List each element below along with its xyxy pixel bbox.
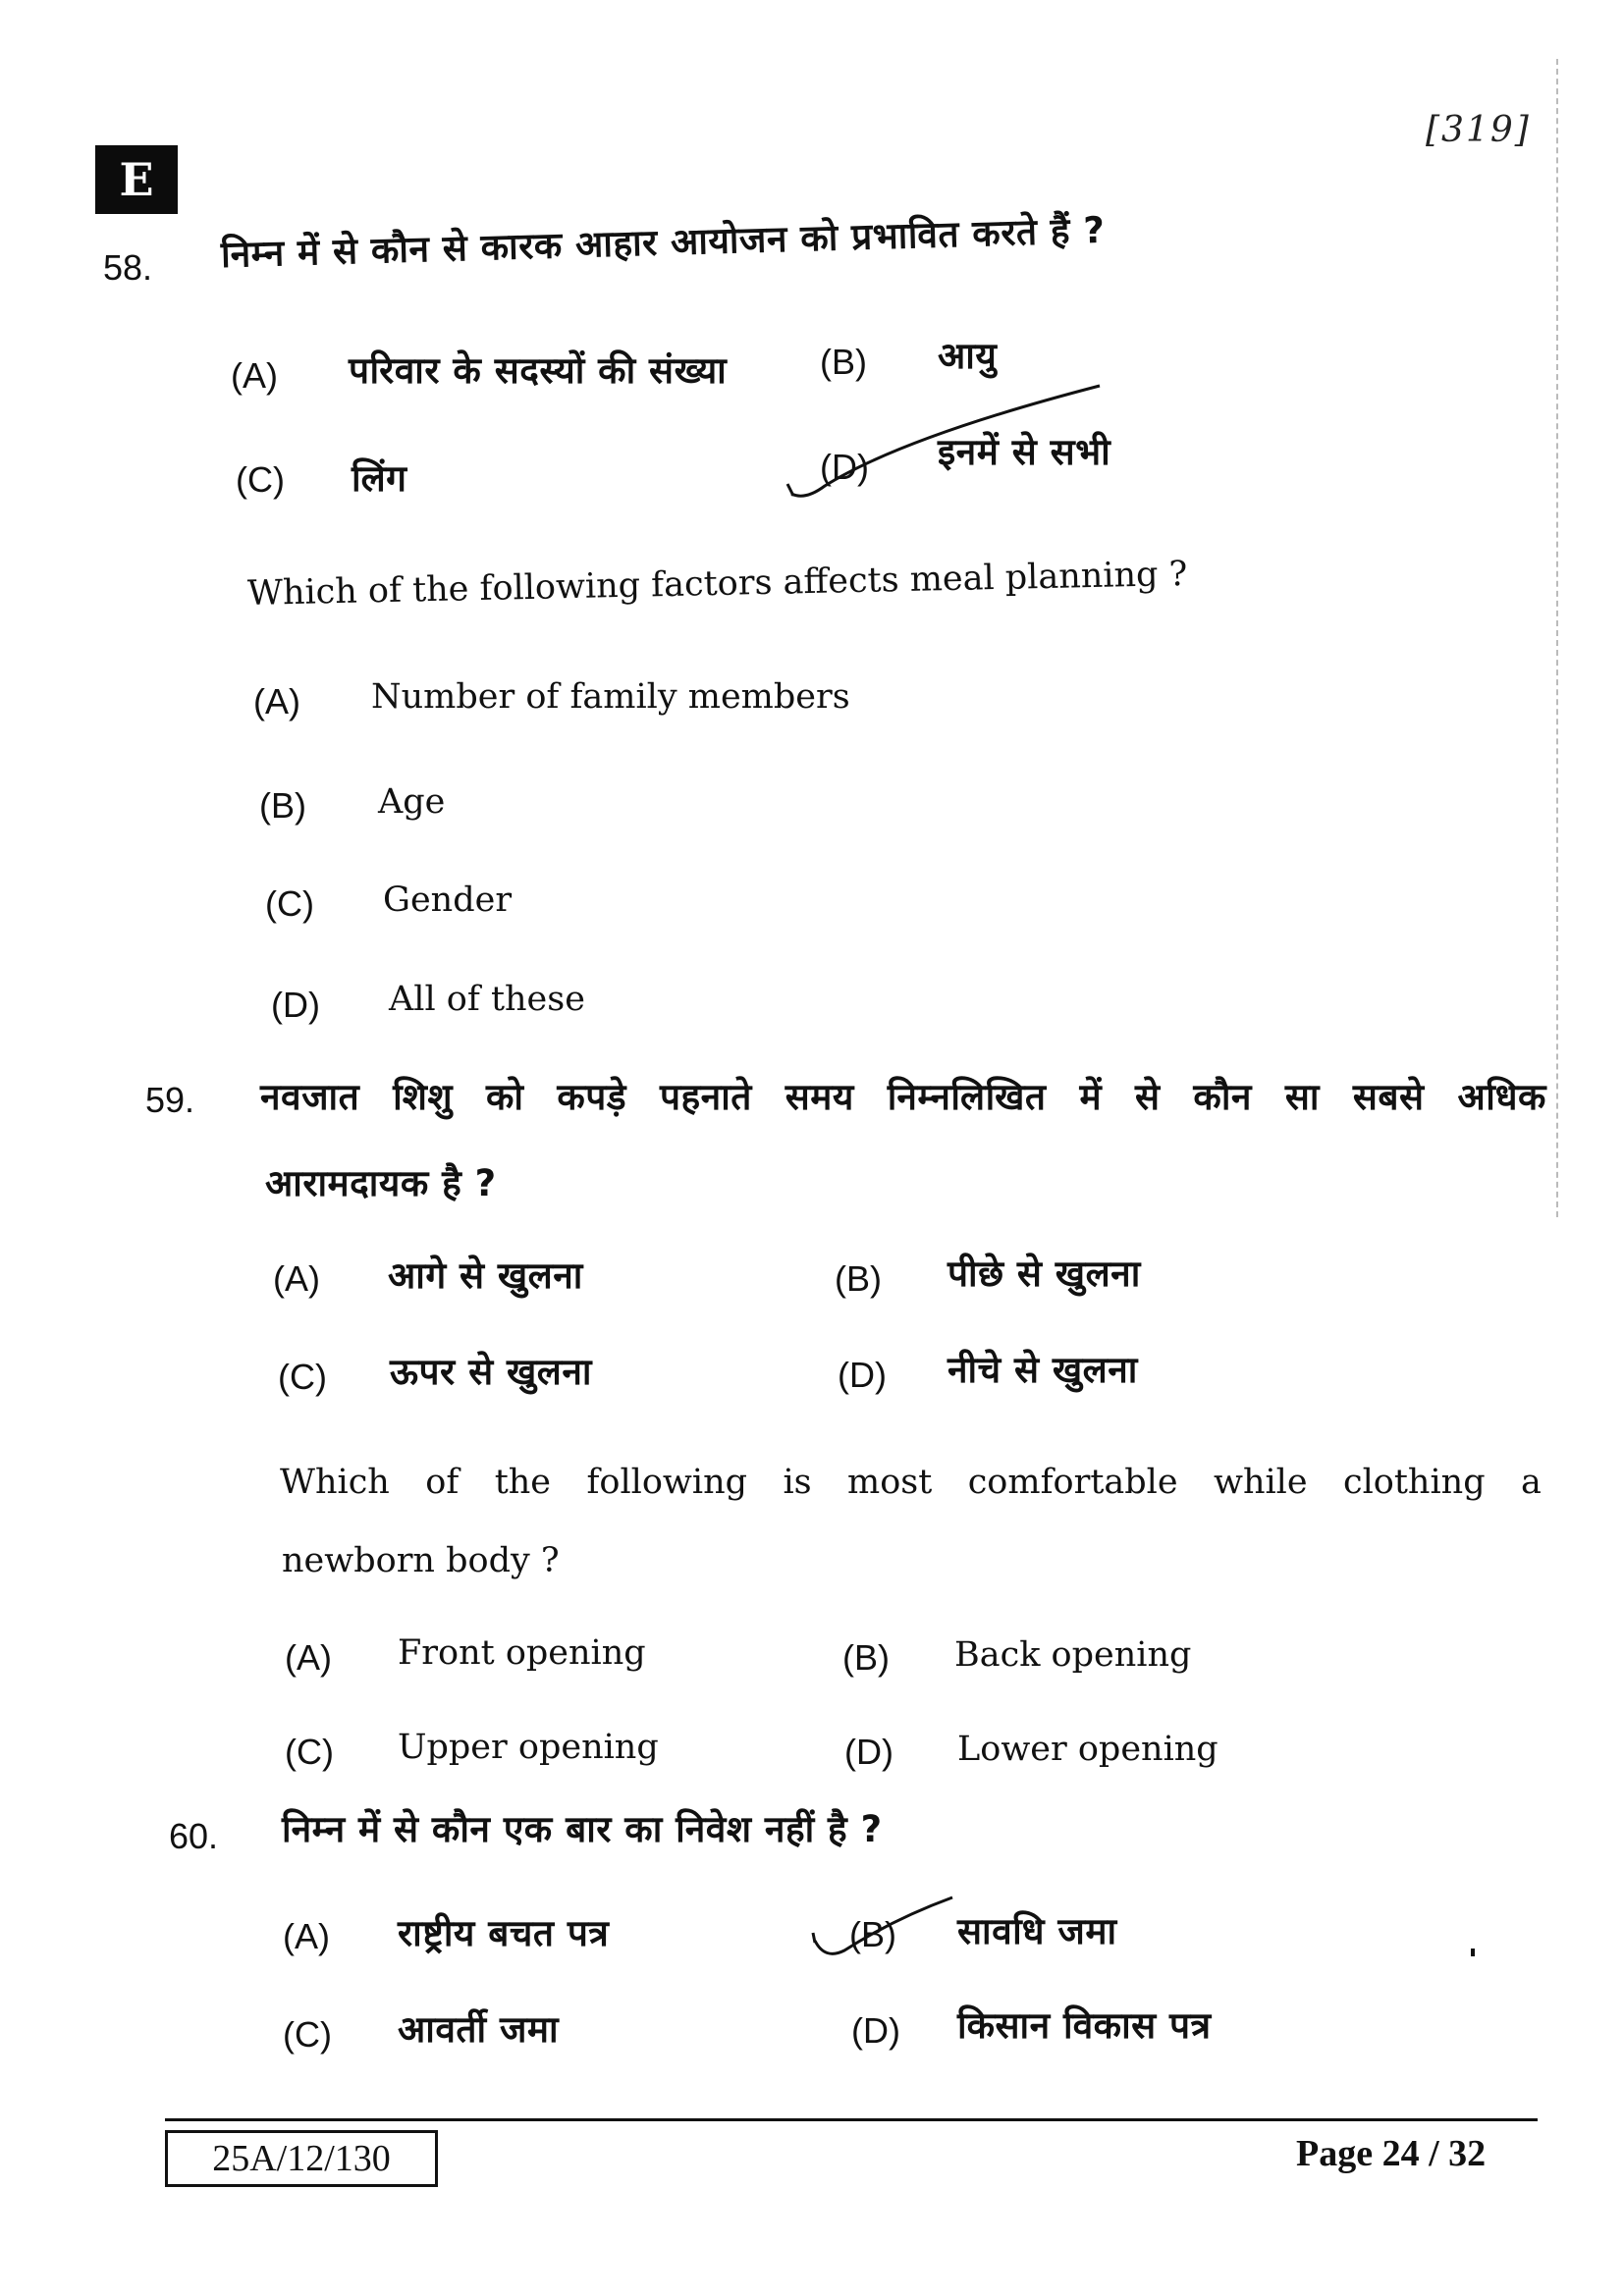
option-label-b: (B) bbox=[835, 1258, 882, 1299]
option-text-c-hindi: लिंग bbox=[352, 457, 407, 500]
option-label-b: (B) bbox=[820, 342, 867, 382]
option-text-b-hindi: आयु bbox=[938, 335, 998, 377]
question-text-english: Which of the following factors affects meal planning ? bbox=[246, 554, 1188, 614]
word: following bbox=[586, 1463, 748, 1502]
option-label-a: (A) bbox=[253, 681, 300, 721]
scan-edge-artifact bbox=[1556, 59, 1558, 1217]
option-label-c: (C) bbox=[265, 883, 314, 924]
word: नवजात bbox=[260, 1076, 360, 1118]
option-text-a-english: Number of family members bbox=[371, 677, 850, 717]
word: समय bbox=[785, 1076, 854, 1118]
word: निम्नलिखित bbox=[887, 1076, 1047, 1118]
option-text-b-english: Back opening bbox=[954, 1635, 1192, 1675]
word: अधिक bbox=[1457, 1076, 1546, 1118]
word: कपड़े bbox=[557, 1076, 627, 1118]
word: सा bbox=[1284, 1076, 1320, 1118]
option-label-a: (A) bbox=[283, 1916, 330, 1956]
option-text-d-hindi: इनमें से सभी bbox=[938, 431, 1111, 473]
option-label-c: (C) bbox=[236, 459, 285, 500]
word: कौन bbox=[1193, 1076, 1252, 1118]
word: में bbox=[1079, 1076, 1103, 1118]
question-text-hindi-line2: आरामदायक है ? bbox=[265, 1162, 497, 1204]
word: most bbox=[847, 1463, 933, 1502]
option-label-c: (C) bbox=[278, 1357, 327, 1397]
option-text-d-hindi: किसान विकास पत्र bbox=[957, 2004, 1212, 2047]
word: को bbox=[485, 1076, 524, 1118]
word: पहनाते bbox=[660, 1076, 752, 1118]
word: the bbox=[494, 1463, 552, 1502]
option-label-d: (D) bbox=[851, 2010, 900, 2051]
word: से bbox=[1134, 1076, 1161, 1118]
set-code-badge: E bbox=[95, 145, 178, 214]
option-text-c-hindi: ऊपर से खुलना bbox=[390, 1351, 592, 1393]
question-text-hindi: निम्न में से कौन से कारक आहार आयोजन को प्रभावित करते हैं ? bbox=[220, 208, 1106, 276]
option-text-a-hindi: राष्ट्रीय बचत पत्र bbox=[398, 1912, 610, 1954]
option-label-d: (D) bbox=[844, 1732, 893, 1772]
word: clothing bbox=[1343, 1463, 1486, 1502]
word: of bbox=[425, 1463, 460, 1502]
word: comfortable bbox=[967, 1463, 1178, 1502]
option-text-d-hindi: नीचे से खुलना bbox=[947, 1349, 1138, 1391]
option-label-d: (D) bbox=[820, 447, 869, 487]
question-text-english-line2: newborn body ? bbox=[282, 1541, 560, 1580]
option-label-b: (B) bbox=[259, 785, 306, 826]
word: सबसे bbox=[1352, 1076, 1425, 1118]
option-label-b: (B) bbox=[842, 1637, 890, 1678]
word: is bbox=[783, 1463, 812, 1502]
question-number: 59. bbox=[145, 1080, 195, 1120]
option-label-d: (D) bbox=[838, 1355, 887, 1395]
option-text-b-hindi: पीछे से खुलना bbox=[947, 1253, 1141, 1295]
question-number: 60. bbox=[169, 1816, 219, 1856]
page-number: Page 24 / 32 bbox=[1296, 2133, 1487, 2174]
option-label-c: (C) bbox=[285, 1732, 334, 1772]
option-text-d-english: Lower opening bbox=[957, 1730, 1218, 1769]
word: शिशु bbox=[393, 1076, 454, 1118]
word: Which bbox=[280, 1463, 390, 1502]
footer-divider bbox=[165, 2118, 1538, 2121]
option-label-a: (A) bbox=[285, 1637, 332, 1678]
question-number: 58. bbox=[103, 247, 153, 288]
paper-code-box: 25A/12/130 bbox=[165, 2130, 438, 2187]
option-text-c-english: Gender bbox=[383, 881, 513, 920]
question-text-hindi-line1 bbox=[260, 1070, 1546, 1120]
question-text-hindi: निम्न में से कौन एक बार का निवेश नहीं है ? bbox=[282, 1808, 883, 1850]
word: while bbox=[1213, 1463, 1308, 1502]
option-label-a: (A) bbox=[231, 355, 278, 396]
option-text-a-hindi: आगे से खुलना bbox=[388, 1255, 583, 1297]
option-text-c-hindi: आवर्ती जमा bbox=[398, 2008, 560, 2051]
option-label-a: (A) bbox=[273, 1258, 320, 1299]
stray-mark bbox=[1471, 1949, 1475, 1956]
option-text-a-english: Front opening bbox=[398, 1633, 646, 1673]
option-label-d: (D) bbox=[271, 985, 320, 1025]
booklet-code: [319] bbox=[1426, 110, 1531, 150]
question-text-english-line1 bbox=[280, 1463, 1542, 1502]
option-text-a-hindi: परिवार के सदस्यों की संख्या bbox=[349, 349, 728, 392]
option-label-b: (B) bbox=[849, 1914, 896, 1954]
option-text-b-hindi: सावधि जमा bbox=[957, 1910, 1117, 1952]
option-label-c: (C) bbox=[283, 2014, 332, 2055]
option-text-b-english: Age bbox=[378, 782, 446, 822]
word: a bbox=[1521, 1463, 1542, 1502]
option-text-c-english: Upper opening bbox=[398, 1728, 659, 1767]
option-text-d-english: All of these bbox=[389, 980, 585, 1019]
